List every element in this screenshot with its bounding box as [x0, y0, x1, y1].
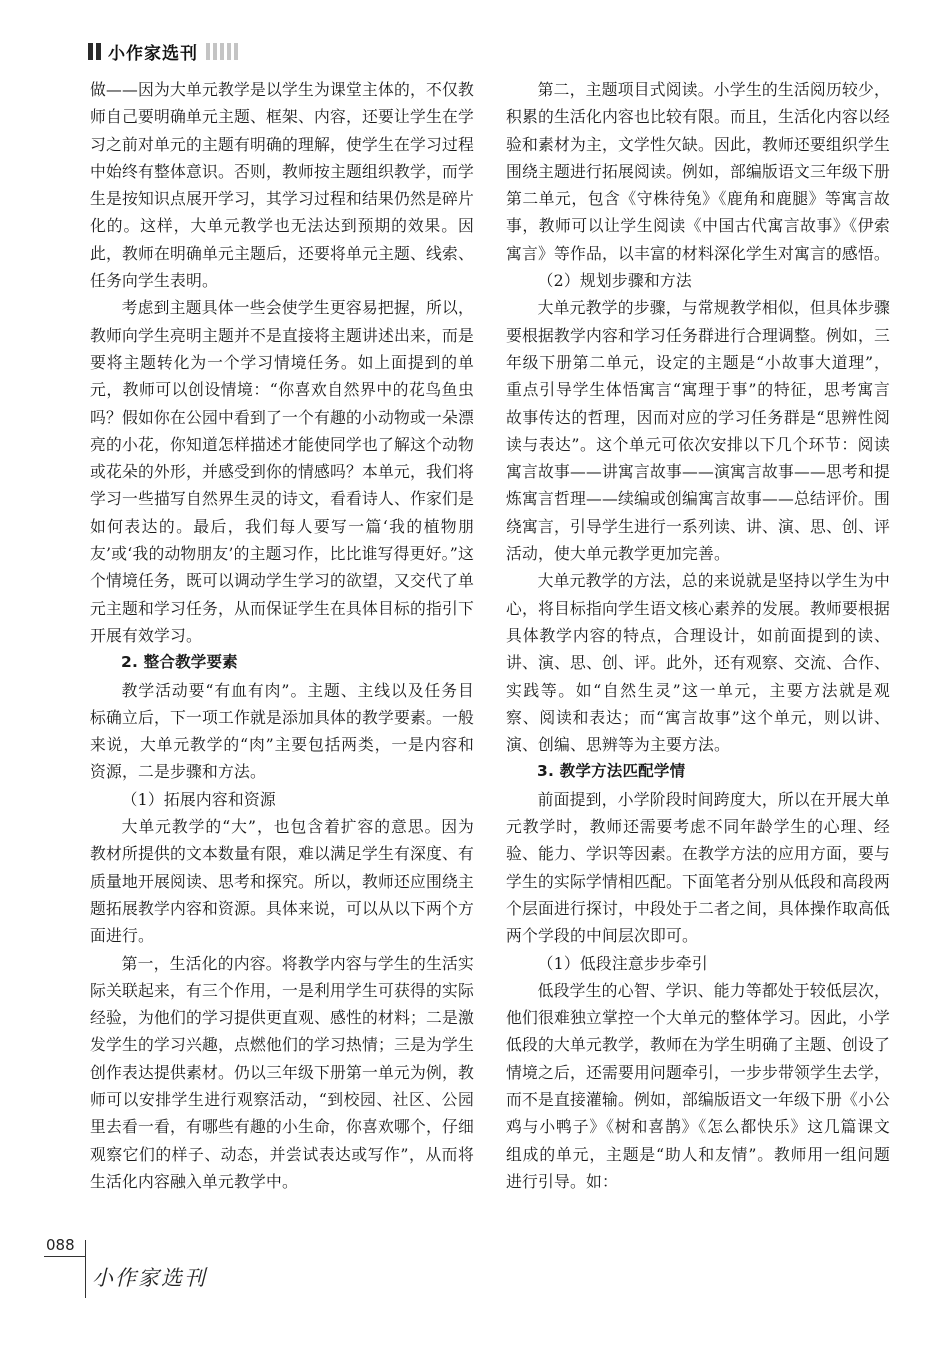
journal-title: 小作家选刊: [108, 43, 198, 64]
paragraph: 大单元教学的方法，总的来说就是坚持以学生为中心，将目标指向学生语文核心素养的发展。教师要根据具体教学内容的特点，合理设计，如前面提到的读、讲、演、思、创、评。此外，还有观察、交流、合作、实践等。如“自然生灵”这一单元，主要方法就是观察、阅读和表达；而“寓言故事”这个单元，则以讲、演、创编、思辨等为主要方法。: [506, 571, 890, 755]
section-heading: 2. 整合教学要素: [121, 653, 238, 672]
left-column: [90, 76, 474, 1195]
subsection-heading: （1）低段注意步步牵引: [537, 953, 708, 973]
paragraph: 教学活动要“有血有肉”。主题、主线以及任务目标确立后，下一项工作就是添加具体的教学要素。一般来说，大单元教学的“肉”主要包括两类，一是内容和资源，二是步骤和方法。: [90, 680, 474, 782]
footer-divider-vertical: [85, 1240, 86, 1298]
paragraph: 第二，主题项目式阅读。小学生的生活阅历较少，积累的生活化内容也比较有限。而且，生活化内容以经验和素材为主，文学性欠缺。因此，教师还要组织学生围绕主题进行拓展阅读。例如，部编版语文三年级下册第二单元，包含《守株待兔》《鹿角和鹿腿》等寓言故事，教师可以让学生阅读《中国古代寓言故事》《伊索寓言》等作品，以丰富的材料深化学生对寓言的感悟。: [506, 80, 890, 263]
section-heading: 3. 教学方法匹配学情: [537, 762, 686, 781]
paragraph: 大单元教学的“大”，也包含着扩容的意思。因为教材所提供的文本数量有限，难以满足学生有深度、有质量地开展阅读、思考和探究。所以，教师还应围绕主题拓展教学内容和资源。具体来说，可以从以下两个方面进行。: [90, 817, 474, 946]
header-dark-bars: [88, 43, 101, 60]
footer-divider: [44, 1256, 86, 1257]
paragraph: 前面提到，小学阶段时间跨度大，所以在开展大单元教学时，教师还需要考虑不同年龄学生的心理、经验、能力、学识等因素。在教学方法的应用方面，要与学生的实际学情相匹配。下面笔者分别从低段和高段两个层面进行探讨，中段处于二者之间，具体操作取高低两个学段的中间层次即可。: [506, 789, 890, 946]
page-number: 088: [46, 1236, 75, 1254]
paragraph: 考虑到主题具体一些会使学生更容易把握，所以，教师向学生亮明主题并不是直接将主题讲述出来，而是要将主题转化为一个学习情境任务。如上面提到的单元，教师可以创设情境：“你喜欢自然界中的花鸟鱼虫吗？假如你在公园中看到了一个有趣的小动物或一朵漂亮的小花，你知道怎样描述才能使同学也了解这个动物或花朵的外形，并感受到你的情感吗？本单元，我们将学习一些描写自然界生灵的诗文，看看诗人、作家们是如何表达的。最后，我们每人要写一篇‘我的植物朋友’或‘我的动物朋友’的主题习作，比比谁写得更好。”这个情境任务，既可以调动学生学习的欲望，又交代了单元主题和学习任务，从而保证学生在具体目标的指引下开展有效学习。: [90, 298, 474, 645]
header-light-bars: [206, 43, 238, 60]
running-header: [88, 38, 238, 64]
paragraph: 低段学生的心智、学识、能力等都处于较低层次，他们很难独立掌控一个大单元的整体学习。因此，小学低段的大单元教学，教师在为学生明确了主题、创设了情境之后，还需要用问题牵引，一步步带领学生去学，而不是直接灌输。例如，部编版语文一年级下册《小公鸡与小鸭子》《树和喜鹊》《怎么都快乐》这几篇课文组成的单元，主题是“助人和友情”。教师用一组问题进行引导。如：: [506, 980, 890, 1191]
right-column: [506, 76, 890, 1195]
footer-logo: 小作家选刊: [92, 1266, 207, 1290]
subsection-heading: （1）拓展内容和资源: [121, 789, 276, 809]
paragraph: 大单元教学的步骤，与常规教学相似，但具体步骤要根据教学内容和学习任务群进行合理调整。例如，三年级下册第二单元，设定的主题是“小故事大道理”，重点引导学生体悟寓言“寓理于事”的特征，思考寓言故事传达的哲理，因而对应的学习任务群是“思辨性阅读与表达”。这个单元可依次安排以下几个环节：阅读寓言故事——讲寓言故事——演寓言故事——思考和提炼寓言哲理——续编或创编寓言故事——总结评价。围绕寓言，引导学生进行一系列读、讲、演、思、创、评活动，使大单元教学更加完善。: [506, 298, 890, 564]
paragraph: 第一，生活化的内容。将教学内容与学生的生活实际关联起来，有三个作用，一是利用学生可获得的实际经验，为他们的学习提供更直观、感性的材料；二是激发学生的学习兴趣，点燃他们的学习热情；三是为学生创作表达提供素材。仍以三年级下册第一单元为例，教师可以安排学生进行观察活动，“到校园、社区、公园里去看一看，有哪些有趣的小生命，你喜欢哪个，仔细观察它们的样子、动态，并尝试表达或写作”，从而将生活化内容融入单元教学中。: [90, 953, 474, 1191]
subsection-heading: （2）规划步骤和方法: [537, 271, 692, 291]
paragraph: 做——因为大单元教学是以学生为课堂主体的，不仅教师自己要明确单元主题、框架、内容，还要让学生在学习之前对单元的主题有明确的理解，使学生在学习过程中始终有整体意识。否则，教师按主题组织教学，而学生是按知识点展开学习，其学习过程和结果仍然是碎片化的。这样，大单元教学也无法达到预期的效果。因此，教师在明确单元主题后，还要将单元主题、线索、任务向学生表明。: [90, 80, 474, 291]
